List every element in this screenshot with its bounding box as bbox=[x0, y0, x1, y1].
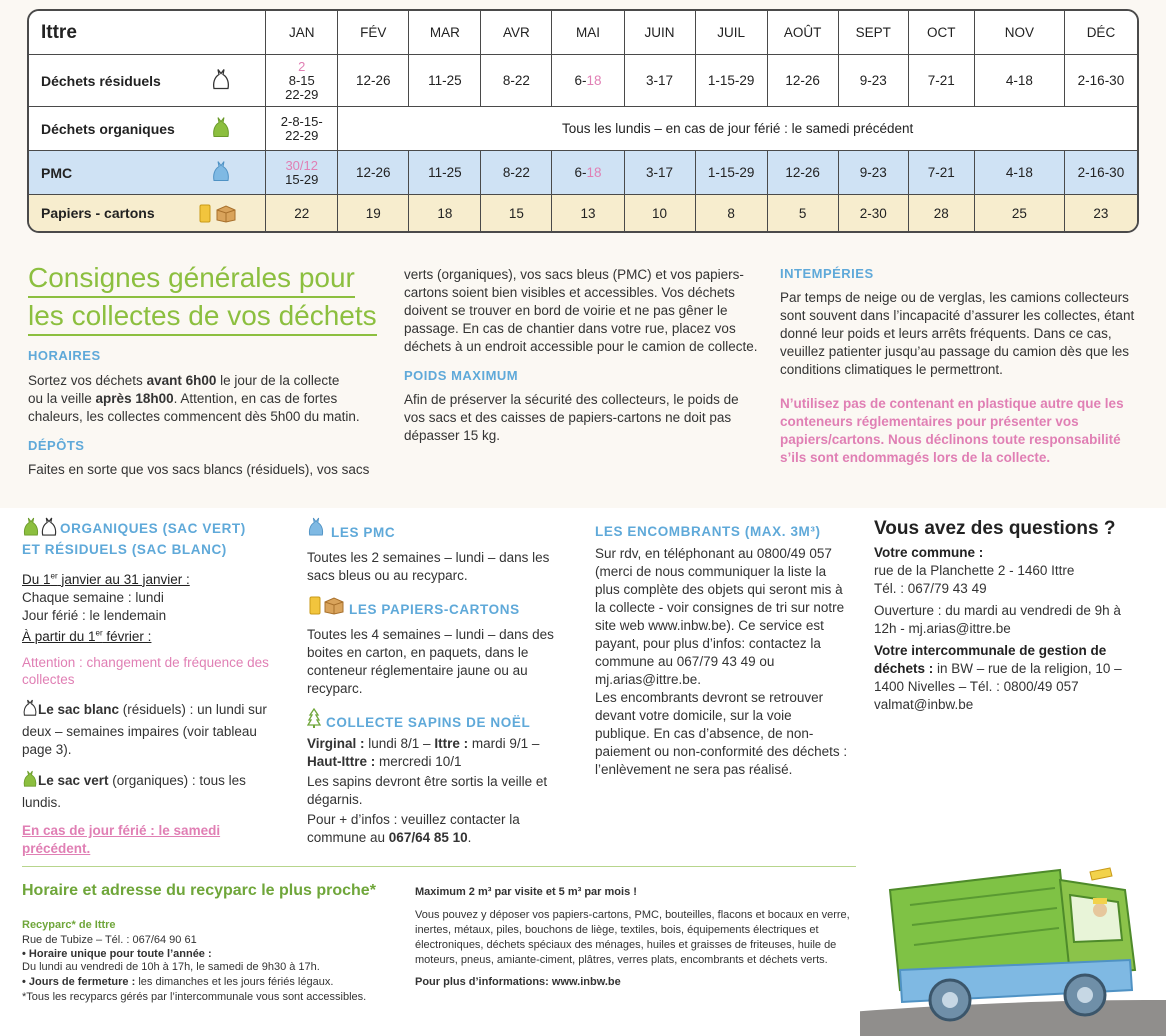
month-header: FÉV bbox=[338, 11, 409, 55]
residuels-heading: ET RÉSIDUELS (SAC BLANC) bbox=[22, 542, 227, 557]
organiques-heading-row bbox=[22, 516, 282, 543]
recyparc-hours-heading: • Horaire unique pour toute l’année : bbox=[22, 948, 212, 960]
table-cell: 25 bbox=[975, 195, 1065, 231]
recyparc-max: Maximum 2 m³ par visite et 5 m³ par mois ! bbox=[415, 886, 637, 898]
table-cell: 2-16-30 bbox=[1065, 55, 1137, 107]
table-cell: 8-22 bbox=[481, 55, 552, 107]
row-label-text: Déchets organiques bbox=[41, 120, 175, 137]
table-header-row bbox=[29, 11, 1137, 55]
blue-bag-icon bbox=[211, 159, 231, 186]
sapins-heading-row bbox=[307, 708, 567, 733]
papiers-text: Toutes les 4 semaines – lundi – dans des boites en carton, en paquets, dans le conteneur réglementaire jaune ou au recyparc. bbox=[307, 627, 554, 696]
table-cell: 8 bbox=[696, 195, 768, 231]
table-cell: 3-17 bbox=[625, 55, 696, 107]
table-cell: 8-22 bbox=[481, 151, 552, 195]
table-cell: 3-17 bbox=[625, 151, 696, 195]
encombrants-block bbox=[595, 516, 850, 779]
commune-address: rue de la Planchette 2 - 1460 Ittre bbox=[874, 563, 1075, 578]
table-cell: 9-23 bbox=[839, 55, 909, 107]
attention-text: Attention : changement de fréquence des collectes bbox=[22, 655, 269, 687]
intemperies-heading: INTEMPÉRIES bbox=[780, 266, 874, 281]
row-label-papiers bbox=[29, 195, 266, 231]
recyparc-hours: Du lundi au vendredi de 10h à 17h, le samedi de 9h30 à 17h. bbox=[22, 961, 320, 973]
table-cell: 15 bbox=[481, 195, 552, 231]
period-1: Du 1er janvier au 31 janvier : bbox=[22, 571, 190, 587]
month-header: JAN bbox=[266, 11, 338, 55]
row-label-text: Papiers - cartons bbox=[41, 205, 155, 221]
sapins-text: Les sapins devront être sortis la veille et dégarnis. bbox=[307, 774, 548, 807]
questions-block bbox=[874, 518, 1144, 714]
month-header: JUIL bbox=[696, 11, 768, 55]
table-cell: 6-18 bbox=[552, 151, 624, 195]
table-cell: 1-15-29 bbox=[696, 151, 768, 195]
recyparc-title: Horaire et adresse du recyparc le plus proche* bbox=[22, 882, 376, 899]
table-cell: 12-26 bbox=[768, 151, 839, 195]
town-name: Ittre bbox=[29, 11, 266, 55]
encombrants-text: Sur rdv, en téléphonant au 0800/49 057 (merci de nous communiquer la liste la plus complète des objets qui seront mis à la collecte - voir consignes de tri sur notre site web www.inbw.be). Ce service est payant, pour plus d’infos: contactez la commune au 067/79 43 49 ou mj.arias@ittre.be. bbox=[595, 546, 845, 687]
month-header: JUIN bbox=[625, 11, 696, 55]
table-cell: 11-25 bbox=[409, 151, 481, 195]
organiques-note: Tous les lundis – en cas de jour férié : le samedi précédent bbox=[338, 107, 1137, 151]
table-cell: 12-26 bbox=[338, 55, 409, 107]
encombrants-text-2: Les encombrants devront se retrouver devant votre domicile, sur la voie publique. En cas d’absence, de non-paiement ou non-conformité des déchets : l’enlèvement ne sera pas réalisé. bbox=[595, 690, 848, 777]
table-row-pmc bbox=[29, 151, 1137, 195]
table-cell: 7-21 bbox=[909, 55, 975, 107]
table-cell: 30/12 15-29 bbox=[266, 151, 338, 195]
month-header: SEPT bbox=[839, 11, 909, 55]
table-cell: 2-8-15- 22-29 bbox=[266, 107, 338, 151]
garbage-truck-illustration bbox=[860, 850, 1166, 1036]
depots-text-continued: verts (organiques), vos sacs bleus (PMC) et vos papiers-cartons soient bien visibles et accessibles. Vos déchets doivent se trouver en bord de voirie et ne pas gêner le passage. En cas de chantier dans votre rue, placez vos déchets à un endroit accessible pour le camion de collecte. bbox=[404, 267, 758, 354]
table-cell: 10 bbox=[625, 195, 696, 231]
row-label-residuels bbox=[29, 55, 266, 107]
title-line: Consignes générales pour bbox=[28, 260, 355, 298]
month-header: NOV bbox=[975, 11, 1065, 55]
white-bag-icon bbox=[211, 67, 231, 94]
consignes-title bbox=[28, 260, 377, 336]
tree-icon bbox=[307, 708, 321, 733]
recyparc-description: Vous pouvez y déposer vos papiers-cartons, PMC, bouteilles, flacons et bocaux en verre, inertes, métaux, piles, bouchons de liège, textiles, bois, équipements électriques et électroniques, déchets spéciaux des ménages, huiles et graisses de friteuses, huile de moteurs, pneus, amiante-ciment, plâtres, verres plats, encombrants et déchets verts. bbox=[415, 909, 850, 966]
table-cell: 4-18 bbox=[975, 151, 1065, 195]
table-row-organiques bbox=[29, 107, 1137, 151]
intercommunale-text: Votre intercommunale de gestion de déchets : in BW – rue de la religion, 10 – 1400 Nivelles – Tél. : 0800/49 057 valmat@inbw.be bbox=[874, 643, 1122, 712]
month-header: MAR bbox=[409, 11, 481, 55]
intemperies-section bbox=[780, 266, 1140, 467]
sapins-heading: COLLECTE SAPINS DE NOËL bbox=[326, 715, 531, 730]
commune-hours: Ouverture : du mardi au vendredi de 9h à 12h - mj.arias@ittre.be bbox=[874, 603, 1121, 636]
green-bag-icon bbox=[211, 115, 231, 142]
table-cell: 2-16-30 bbox=[1065, 151, 1137, 195]
recyparc-name: Recyparc* de Ittre bbox=[22, 919, 116, 931]
organiques-heading: ORGANIQUES (SAC VERT) bbox=[60, 521, 246, 536]
table-cell: 9-23 bbox=[839, 151, 909, 195]
sac-vert-text: Le sac vert (organiques) : tous les lundis. bbox=[22, 769, 282, 812]
blue-bag-icon bbox=[307, 516, 325, 543]
white-bag-icon bbox=[40, 516, 58, 543]
table-cell: 5 bbox=[768, 195, 839, 231]
pmc-block bbox=[307, 516, 567, 847]
month-header: DÉC bbox=[1065, 11, 1137, 55]
month-header: AVR bbox=[481, 11, 552, 55]
papiers-heading: LES PAPIERS-CARTONS bbox=[349, 602, 520, 617]
cardboard-box-icon bbox=[323, 595, 345, 620]
table-row-papiers bbox=[29, 195, 1137, 231]
month-header: OCT bbox=[909, 11, 975, 55]
commune-heading: Votre commune : bbox=[874, 545, 984, 560]
organiques-residuels-block bbox=[22, 516, 282, 858]
table-cell: 7-21 bbox=[909, 151, 975, 195]
holiday-text: Jour férié : le lendemain bbox=[22, 607, 167, 623]
poids-text: Afin de préserver la sécurité des collecteurs, le poids de vos sacs et des caisses de papiers-cartons ne doit pas dépasser 15 kg. bbox=[404, 392, 739, 443]
poids-heading: POIDS MAXIMUM bbox=[404, 368, 519, 383]
recyparc-address: Rue de Tubize – Tél. : 067/64 90 61 bbox=[22, 934, 197, 946]
table-cell: 19 bbox=[338, 195, 409, 231]
sapins-dates: Virginal : lundi 8/1 – Ittre : mardi 9/1 – Haut-Ittre : mercredi 10/1 bbox=[307, 736, 540, 769]
commune-phone: Tél. : 067/79 43 49 bbox=[874, 581, 987, 596]
papiers-heading-row bbox=[307, 595, 567, 620]
intemperies-text: Par temps de neige ou de verglas, les camions collecteurs sont souvent dans l’incapacité d’assurer les collectes, étant donné leur poids et leurs arrêts fréquents. Dans ce cas, veuillez patienter jusqu’au passage du camion dès que les conditions climatiques le permettront. bbox=[780, 290, 1135, 377]
row-label-text: PMC bbox=[41, 164, 73, 181]
month-header: AOÛT bbox=[768, 11, 839, 55]
table-cell: 11-25 bbox=[409, 55, 481, 107]
white-bag-icon bbox=[22, 698, 38, 723]
recyparc-closed: • Jours de fermeture : les dimanches et les jours fériés légaux. bbox=[22, 976, 334, 988]
encombrants-heading: LES ENCOMBRANTS (MAX. 3M³) bbox=[595, 524, 821, 539]
depots-text: Faites en sorte que vos sacs blancs (résiduels), vos sacs bbox=[28, 462, 370, 477]
recyparc-info bbox=[415, 886, 860, 988]
sac-blanc-text: Le sac blanc (résiduels) : un lundi sur deux – semaines impaires (voir tableau page 3). bbox=[22, 698, 282, 759]
table-cell: 22 bbox=[266, 195, 338, 231]
recyparc-block bbox=[22, 882, 402, 1005]
green-bag-icon bbox=[22, 516, 40, 543]
depots-heading: DÉPÔTS bbox=[28, 438, 85, 453]
row-label-organiques bbox=[29, 107, 266, 151]
horaires-section bbox=[28, 348, 388, 479]
month-header: MAI bbox=[552, 11, 624, 55]
horaires-heading: HORAIRES bbox=[28, 348, 101, 363]
table-cell: 6-18 bbox=[552, 55, 624, 107]
table-cell: 28 bbox=[909, 195, 975, 231]
pmc-heading: LES PMC bbox=[331, 524, 396, 540]
period-2: À partir du 1er février : bbox=[22, 628, 152, 644]
table-cell: 1-15-29 bbox=[696, 55, 768, 107]
horaires-text: Sortez vos déchets avant 6h00 le jour de la collecte ou la veille après 18h00. Attention, en cas de fortes chaleurs, les collectes commencent dès 5h00 du matin. bbox=[28, 373, 360, 424]
green-bag-icon bbox=[22, 769, 38, 794]
plastic-warning: N’utilisez pas de contenant en plastique autre que les conteneurs réglementaires pour présenter vos papiers/cartons. Nous déclinons toute responsabilité s’ils sont endommagés lors de la collecte. bbox=[780, 396, 1124, 465]
title-line: les collectes de vos déchets bbox=[28, 298, 377, 336]
table-cell: 2-30 bbox=[839, 195, 909, 231]
recyparc-more-info: Pour plus d’informations: www.inbw.be bbox=[415, 976, 621, 988]
depots-continued bbox=[404, 266, 760, 445]
questions-title: Vous avez des questions ? bbox=[874, 518, 1116, 539]
table-cell: 18 bbox=[409, 195, 481, 231]
table-cell: 12-26 bbox=[768, 55, 839, 107]
divider bbox=[22, 866, 856, 867]
paper-bin-icon bbox=[197, 203, 237, 223]
table-cell: 13 bbox=[552, 195, 624, 231]
row-label-pmc bbox=[29, 151, 266, 195]
ferie-text: En cas de jour férié : le samedi précédent. bbox=[22, 823, 221, 856]
table-cell: 12-26 bbox=[338, 151, 409, 195]
weekly-text: Chaque semaine : lundi bbox=[22, 589, 164, 605]
paper-bin-icon bbox=[307, 595, 323, 620]
table-row-residuels bbox=[29, 55, 1137, 107]
table-cell: 2 8-15 22-29 bbox=[266, 55, 338, 107]
collection-calendar-table bbox=[27, 9, 1139, 233]
pmc-text: Toutes les 2 semaines – lundi – dans les sacs bleus ou au recyparc. bbox=[307, 550, 550, 583]
pmc-heading-row bbox=[307, 516, 567, 543]
table-cell: 23 bbox=[1093, 205, 1109, 221]
row-label-text: Déchets résiduels bbox=[41, 72, 161, 89]
sapins-contact: Pour + d’infos : veuillez contacter la commune au 067/64 85 10. bbox=[307, 812, 520, 845]
recyparc-note: *Tous les recyparcs gérés par l’intercommunale vous sont accessibles. bbox=[22, 991, 367, 1003]
table-cell: 4-18 bbox=[975, 55, 1065, 107]
